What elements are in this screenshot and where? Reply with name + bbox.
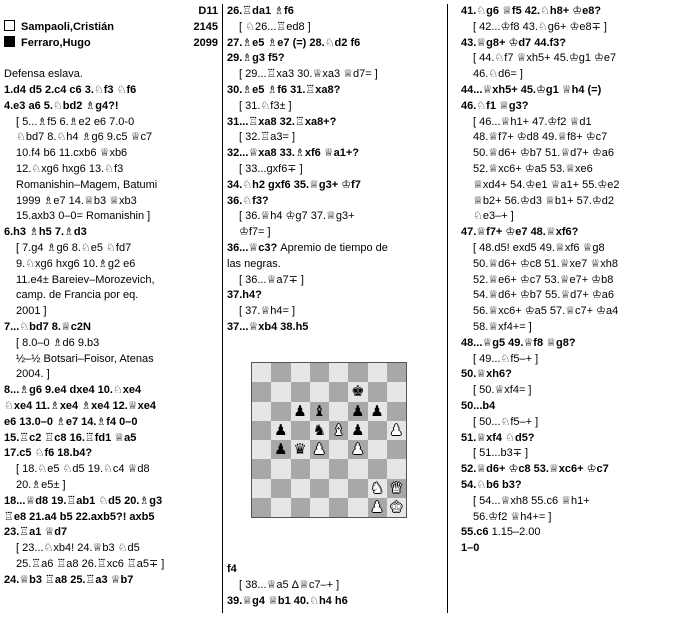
variation-line: ½–½ Botsari–Foisor, Atenas bbox=[16, 352, 154, 365]
black-knight-icon: ♞ bbox=[312, 420, 327, 439]
variation-line: [ 23...♘xb4! 24.♕b3 ♘d5 bbox=[16, 542, 140, 555]
column-divider bbox=[222, 4, 223, 613]
column-3-moves bbox=[461, 4, 677, 557]
variation-line: [ 32.♖a3= ] bbox=[239, 131, 296, 144]
black-pawn-icon: ♟ bbox=[274, 420, 288, 439]
variation-line: 10.f4 b6 11.cxb6 ♕xb6 bbox=[16, 147, 128, 160]
white-pawn-icon: ♟ bbox=[389, 420, 404, 439]
black-pawn-icon: ♟ bbox=[351, 401, 365, 420]
move-line: 41.♘g6 ♕f5 42.♘h8+ ♔e8? bbox=[461, 5, 602, 17]
variation-line: [ 46...♕h1+ 47.♔f2 ♕d1 bbox=[473, 115, 592, 128]
black-pawn-icon: ♟ bbox=[293, 401, 307, 420]
annotation-line bbox=[4, 51, 218, 67]
board-square bbox=[387, 498, 406, 517]
board-square bbox=[310, 363, 329, 382]
variation-line: 56.♕xc6+ ♔a5 57.♕c7+ ♔a4 bbox=[473, 305, 619, 318]
variation-line: [ 33...gxf6∓ ] bbox=[239, 162, 303, 175]
black-player-row bbox=[4, 36, 218, 52]
board-square bbox=[252, 459, 271, 478]
board-square bbox=[368, 479, 387, 498]
move-line: 26.♖da1 ♗f6 bbox=[227, 5, 294, 17]
column-2-bottom-moves bbox=[227, 562, 439, 609]
variation-line: Romanishin–Magem, Batumi bbox=[16, 178, 158, 191]
move-line: 50.♕xh6? bbox=[461, 368, 512, 381]
variation-line: [ 50.♕xf4= ] bbox=[473, 384, 532, 397]
board-square bbox=[329, 382, 348, 401]
variation-line: [ 18.♘e5 ♘d5 19.♘c4 ♕d8 bbox=[16, 463, 150, 476]
variation-line: 9.♘xg6 hxg6 10.♗g2 e6 bbox=[16, 257, 136, 270]
white-knight-icon: ♞ bbox=[370, 478, 384, 497]
column-2-moves bbox=[227, 4, 439, 336]
variation-line: [ 50...♘f5–+ ] bbox=[473, 415, 539, 428]
variation-line: [ 51...b3∓ ] bbox=[473, 447, 529, 460]
board-square bbox=[252, 421, 271, 440]
chess-board-diagram bbox=[251, 362, 407, 518]
board-square bbox=[271, 440, 290, 459]
board-square bbox=[271, 421, 290, 440]
variation-line: [ 5...♗f5 6.♗e2 e6 7.0-0 bbox=[16, 115, 135, 128]
board-square bbox=[252, 363, 271, 382]
board-square bbox=[252, 382, 271, 401]
variation-line: 11.e4± Bareiev–Morozevich, bbox=[16, 273, 155, 286]
variation-line: ♕xd4+ 54.♔e1 ♕a1+ 55.♔e2 bbox=[473, 178, 620, 191]
black-square-icon bbox=[4, 36, 15, 47]
board-square bbox=[291, 440, 310, 459]
board-square bbox=[291, 498, 310, 517]
variation-line: 20.♗e5± ] bbox=[16, 478, 66, 491]
board-square bbox=[271, 402, 290, 421]
board-square bbox=[252, 402, 271, 421]
variation-line: [ 31.♘f3± ] bbox=[239, 99, 292, 112]
move-line: e6 13.0–0 ♗e7 14.♗f4 0–0 bbox=[4, 415, 138, 428]
board-square bbox=[252, 498, 271, 517]
move-line: 36.♘f3? bbox=[227, 194, 269, 207]
move-comment-line: 55.c6 1.15–2.00 bbox=[461, 526, 541, 539]
board-square bbox=[368, 363, 387, 382]
variation-line: 1999 ♗e7 14.♕b3 ♕xb3 bbox=[16, 194, 137, 207]
board-square bbox=[329, 402, 348, 421]
board-square bbox=[368, 459, 387, 478]
board-square bbox=[271, 498, 290, 517]
move-line: 8...♗g6 9.e4 dxe4 10.♘xe4 bbox=[4, 384, 142, 397]
variation-line: 52.♕xc6+ ♔a5 53.♕xe6 bbox=[473, 162, 593, 175]
move-line: 24.♕b3 ♖a8 25.♖a3 ♕b7 bbox=[4, 573, 134, 586]
board-square bbox=[387, 402, 406, 421]
move-line: 29.♗g3 f5? bbox=[227, 52, 285, 65]
board-square bbox=[387, 459, 406, 478]
board-square bbox=[291, 402, 310, 421]
column-3 bbox=[461, 4, 677, 557]
white-player-rating: 2145 bbox=[193, 20, 218, 33]
column-1-moves bbox=[4, 51, 218, 588]
board-square bbox=[368, 402, 387, 421]
variation-line: 25.♖a6 ♖a8 26.♖xc6 ♖a5∓ ] bbox=[16, 557, 165, 570]
move-line: 39.♕g4 ♕b1 40.♘h4 h6 bbox=[227, 594, 348, 607]
board-square bbox=[291, 382, 310, 401]
move-line: 44...♕xh5+ 45.♔g1 ♕h4 (=) bbox=[461, 83, 602, 96]
white-pawn-icon: ♟ bbox=[312, 440, 327, 459]
white-bishop-icon: ♝ bbox=[331, 420, 346, 439]
variation-line: 54.♕d6+ ♔b7 55.♕d7+ ♔a6 bbox=[473, 289, 614, 302]
move-line: 15.♖c2 ♖c8 16.♖fd1 ♕a5 bbox=[4, 431, 137, 444]
variation-line: [ 54...♕xh8 55.c6 ♕h1+ bbox=[473, 494, 590, 507]
move-comment-line: 36...♕c3? Apremio de tiempo de bbox=[227, 241, 388, 254]
variation-line: 58.♕xf4+= ] bbox=[473, 320, 532, 333]
black-king-icon: ♚ bbox=[351, 382, 365, 401]
board-square bbox=[348, 459, 367, 478]
move-line: 51.♕xf4 ♘d5? bbox=[461, 431, 535, 444]
move-line: 1–0 bbox=[461, 542, 480, 555]
move-line: 46.♘f1 ♕g3? bbox=[461, 99, 529, 112]
board-square bbox=[348, 402, 367, 421]
board-square bbox=[252, 440, 271, 459]
board-square bbox=[387, 440, 406, 459]
variation-line: [ 36...♕a7∓ ] bbox=[239, 273, 304, 286]
black-player-name: Ferraro,Hugo bbox=[21, 36, 91, 49]
white-square-icon bbox=[4, 20, 15, 31]
board-square bbox=[387, 382, 406, 401]
board-square bbox=[310, 479, 329, 498]
board-square bbox=[329, 479, 348, 498]
board-square bbox=[291, 479, 310, 498]
board-square bbox=[368, 498, 387, 517]
variation-line: [ ♘26...♖ed8 ] bbox=[239, 20, 311, 33]
variation-line: camp. de Francia por eq. bbox=[16, 289, 139, 302]
board-square bbox=[348, 382, 367, 401]
move-line: 47.♕f7+ ♔e7 48.♕xf6? bbox=[461, 226, 579, 239]
board-square bbox=[368, 421, 387, 440]
move-line: 4.e3 a6 5.♘bd2 ♗g4?! bbox=[4, 99, 119, 112]
board-square bbox=[310, 421, 329, 440]
board-square bbox=[291, 363, 310, 382]
variation-line: ♔f7= ] bbox=[239, 226, 271, 239]
board-square bbox=[271, 479, 290, 498]
variation-line: 15.axb3 0–0= Romanishin ] bbox=[16, 210, 151, 223]
board-square bbox=[291, 459, 310, 478]
variation-line: 46.♘d6= ] bbox=[473, 68, 523, 81]
column-divider bbox=[447, 4, 448, 613]
black-player-rating: 2099 bbox=[193, 36, 218, 49]
move-line: 43.♕g8+ ♔d7 44.f3? bbox=[461, 36, 567, 49]
eco-code: D11 bbox=[198, 5, 218, 17]
white-pawn-icon: ♟ bbox=[351, 440, 365, 459]
board-square bbox=[329, 440, 348, 459]
board-square bbox=[310, 440, 329, 459]
variation-line: ♘bd7 8.♘h4 ♗g6 9.c5 ♕c7 bbox=[16, 131, 153, 144]
variation-line: [ 48.d5! exd5 49.♕xf6 ♕g8 bbox=[473, 241, 605, 254]
black-pawn-icon: ♟ bbox=[351, 420, 365, 439]
move-line: 17.c5 ♘f6 18.b4? bbox=[4, 447, 93, 460]
black-bishop-icon: ♝ bbox=[312, 401, 327, 420]
move-line: 52.♕d6+ ♔c8 53.♕xc6+ ♔c7 bbox=[461, 463, 609, 476]
board-square bbox=[329, 421, 348, 440]
variation-line: 52.♕e6+ ♔c7 53.♕e7+ ♔b8 bbox=[473, 273, 614, 286]
black-pawn-icon: ♟ bbox=[274, 440, 288, 459]
move-line: 31...♖xa8 32.♖xa8+? bbox=[227, 115, 337, 128]
variation-line: [ 7.g4 ♗g6 8.♘e5 ♘fd7 bbox=[16, 241, 132, 254]
board-square bbox=[329, 498, 348, 517]
board-square bbox=[291, 421, 310, 440]
move-line: ♖e8 21.a4 b5 22.axb5?! axb5 bbox=[4, 510, 155, 523]
board-square bbox=[368, 382, 387, 401]
variation-line: 12.♘xg6 hxg6 13.♘f3 bbox=[16, 162, 124, 175]
variation-line: [ 29...♖xa3 30.♕xa3 ♕d7= ] bbox=[239, 68, 378, 81]
variation-line: ♕b2+ 56.♔d3 ♕b1+ 57.♔d2 bbox=[473, 194, 614, 207]
move-line: 32...♕xa8 33.♗xf6 ♕a1+? bbox=[227, 147, 360, 160]
move-line: 18...♕d8 19.♖ab1 ♘d5 20.♗g3 bbox=[4, 494, 163, 507]
variation-line: 50.♕d6+ ♔b7 51.♕d7+ ♔a6 bbox=[473, 147, 614, 160]
move-line: 48...♕g5 49.♕f8 ♕g8? bbox=[461, 336, 576, 349]
variation-line: 50.♕d6+ ♔c8 51.♕xe7 ♕xh8 bbox=[473, 257, 618, 270]
move-line: 1.d4 d5 2.c4 c6 3.♘f3 ♘f6 bbox=[4, 83, 137, 96]
variation-line: [ 38...♕a5 Δ♕c7–+ ] bbox=[239, 578, 340, 591]
move-line: 37.h4? bbox=[227, 289, 262, 302]
move-line: 6.h3 ♗h5 7.♗d3 bbox=[4, 226, 87, 239]
white-king-icon: ♚ bbox=[389, 497, 404, 516]
board-square bbox=[348, 440, 367, 459]
move-line: 7...♘bd7 8.♕c2N bbox=[4, 320, 91, 333]
move-line: 50...b4 bbox=[461, 399, 496, 412]
white-pawn-icon: ♟ bbox=[370, 497, 384, 516]
board-square bbox=[348, 363, 367, 382]
board-square bbox=[387, 479, 406, 498]
board-square bbox=[310, 402, 329, 421]
move-line: 27.♗e5 ♗e7 (=) 28.♘d2 f6 bbox=[227, 36, 361, 49]
eco-row bbox=[4, 4, 218, 20]
annotation-line: Defensa eslava. bbox=[4, 68, 83, 81]
column-1 bbox=[4, 4, 218, 588]
black-pawn-icon: ♟ bbox=[370, 401, 384, 420]
move-line: 34.♘h2 gxf6 35.♕g3+ ♔f7 bbox=[227, 178, 361, 191]
board-square bbox=[348, 498, 367, 517]
board-square bbox=[310, 459, 329, 478]
board-square bbox=[271, 363, 290, 382]
move-line: f4 bbox=[227, 563, 237, 575]
white-player-name: Sampaoli,Cristián bbox=[21, 20, 114, 33]
move-line: 23.♖a1 ♕d7 bbox=[4, 526, 68, 539]
board-square bbox=[329, 459, 348, 478]
board-square bbox=[271, 459, 290, 478]
board-square bbox=[329, 363, 348, 382]
board-square bbox=[310, 498, 329, 517]
variation-line: 2004. ] bbox=[16, 368, 50, 381]
black-queen-icon: ♛ bbox=[293, 440, 307, 459]
variation-line: ♘e3–+ ] bbox=[473, 210, 514, 223]
annotation-line: las negras. bbox=[227, 257, 281, 270]
white-player-row bbox=[4, 20, 218, 36]
variation-line: 56.♔f2 ♕h4+= ] bbox=[473, 510, 552, 523]
variation-line: [ 44.♘f7 ♕xh5+ 45.♔g1 ♔e7 bbox=[473, 52, 617, 65]
variation-line: 48.♕f7+ ♔d8 49.♕f8+ ♔c7 bbox=[473, 131, 608, 144]
variation-line: [ 42...♔f8 43.♘g6+ ♔e8∓ ] bbox=[473, 20, 607, 33]
board-square bbox=[252, 479, 271, 498]
variation-line: [ 49...♘f5–+ ] bbox=[473, 352, 539, 365]
board-square bbox=[348, 479, 367, 498]
column-2 bbox=[227, 4, 439, 607]
move-line: 37...♕xb4 38.h5 bbox=[227, 320, 309, 333]
move-line: 30.♗e5 ♗f6 31.♖xa8? bbox=[227, 83, 341, 96]
variation-line: [ 36.♕h4 ♔g7 37.♕g3+ bbox=[239, 210, 355, 223]
variation-line: [ 8.0–0 ♗d6 9.b3 bbox=[16, 336, 100, 349]
board-square bbox=[387, 421, 406, 440]
move-line: 54.♘b6 b3? bbox=[461, 478, 522, 491]
variation-line: [ 37.♕h4= ] bbox=[239, 305, 296, 318]
board-square bbox=[387, 363, 406, 382]
board-square bbox=[348, 421, 367, 440]
white-queen-icon: ♛ bbox=[389, 478, 404, 497]
move-line: ♘xe4 11.♗xe4 ♗xe4 12.♕xe4 bbox=[4, 399, 157, 412]
variation-line: 2001 ] bbox=[16, 305, 47, 318]
board-square bbox=[368, 440, 387, 459]
board-square bbox=[271, 382, 290, 401]
board-square bbox=[310, 382, 329, 401]
